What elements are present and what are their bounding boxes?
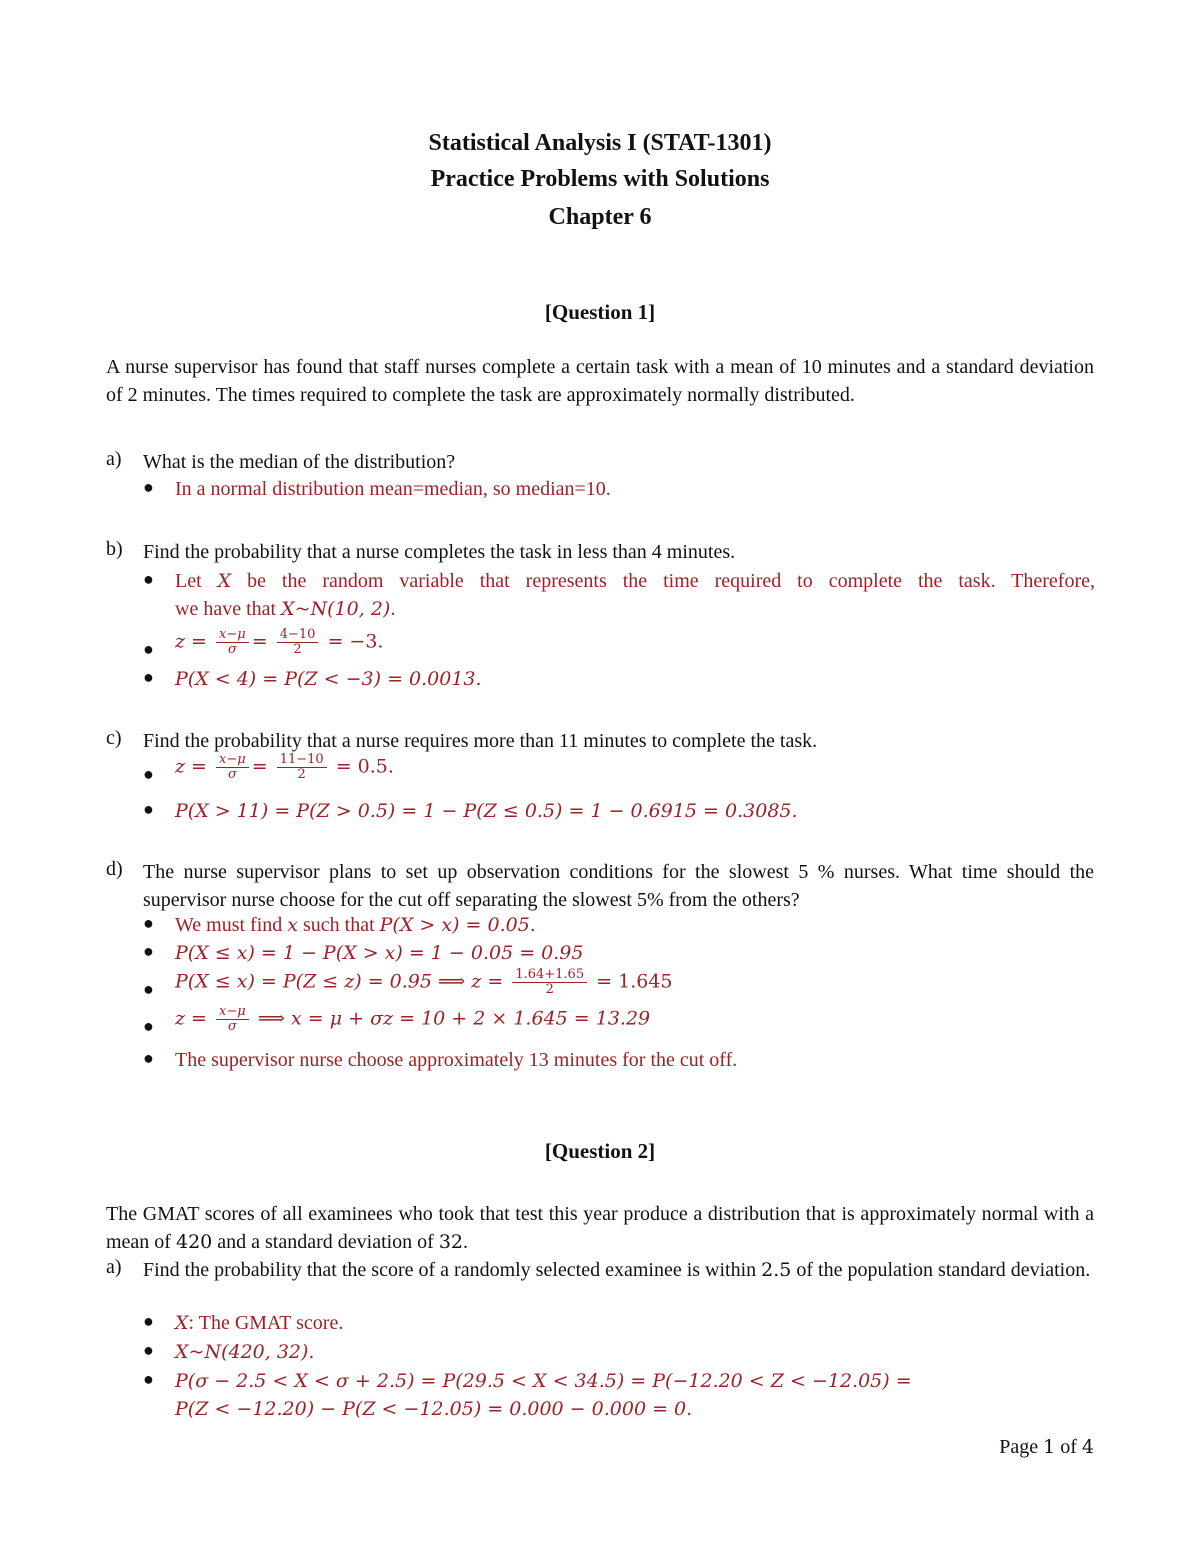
q1-a-question: What is the median of the distribution? xyxy=(143,451,456,473)
bullet-icon: ● xyxy=(143,569,154,589)
bullet-icon: ● xyxy=(143,667,154,687)
q1-c-label: c) xyxy=(106,727,122,749)
question-2-heading: [Question 2] xyxy=(544,1139,656,1163)
bullet-icon: ● xyxy=(143,799,154,819)
bullet-icon: ● xyxy=(143,1048,154,1068)
bullet-icon: ● xyxy=(143,1311,154,1331)
bullet-icon: ● xyxy=(143,1340,154,1360)
bullet-icon: ● xyxy=(143,913,154,933)
bullet-icon: ● xyxy=(143,979,154,999)
q1-d-label: d) xyxy=(106,858,123,880)
q1-a-label: a) xyxy=(106,448,122,470)
bullet-icon: ● xyxy=(143,1016,154,1036)
q2-a-question: Find the probability that the score of a randomly selected examinee is within 2.5 of the population standard deviation. xyxy=(143,1259,1091,1281)
q1-b-question: Find the probability that a nurse completes the task in less than 4 minutes. xyxy=(143,541,736,563)
bullet-icon: ● xyxy=(143,477,154,497)
q1-b-label: b) xyxy=(106,538,123,560)
q2-a-label: a) xyxy=(106,1256,122,1278)
q1-c-question: Find the probability that a nurse requires more than 11 minutes to complete the task. xyxy=(143,730,818,752)
question-1-heading: [Question 1] xyxy=(544,300,656,324)
document-subtitle: Practice Problems with Solutions xyxy=(430,166,770,192)
q1-d-question: The nurse supervisor plans to set up observation conditions for the slowest 5 % nurses. What time should the supervisor nurse choose for the cut off separating the slowest 5% from the others? xyxy=(143,861,1094,911)
bullet-icon: ● xyxy=(143,764,154,784)
bullet-icon: ● xyxy=(143,941,154,961)
chapter-title: Chapter 6 xyxy=(548,204,652,230)
question-1-intro: A nurse supervisor has found that staff nurses complete a certain task with a mean of 10 minutes and a standard deviation of 2 minutes. The times required to complete the task are approximately normally distributed. xyxy=(106,356,1094,406)
page-number: Page 1 of 4 xyxy=(999,1436,1094,1458)
bullet-icon: ● xyxy=(143,1369,154,1389)
bullet-icon: ● xyxy=(143,639,154,659)
question-2-intro: The GMAT scores of all examinees who took that test this year produce a distribution that is approximately normal with a mean of 420 and a standard deviation of 32. xyxy=(106,1203,1094,1253)
document-title: Statistical Analysis I (STAT-1301) xyxy=(428,130,772,156)
